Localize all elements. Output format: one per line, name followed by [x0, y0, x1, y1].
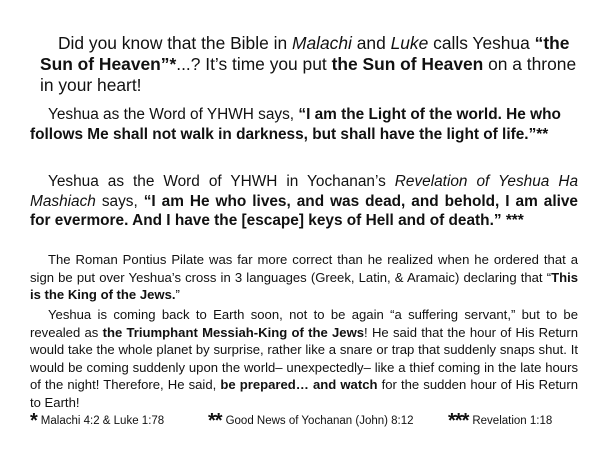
quote-light-of-world: “I am the Light of the world. He who follows Me shall not walk in darkness, but shall have the light of life.”**	[30, 106, 561, 143]
book-name-luke: Luke	[390, 33, 429, 53]
text-run: Yeshua is coming back to Earth soon, not to be again “a suffering servant,” but to be revealed as	[30, 307, 578, 340]
text-run: Yeshua as the Word of YHWH in Yochanan’s	[48, 173, 395, 190]
text-run: calls Yeshua	[428, 33, 535, 53]
paragraph-pilate	[30, 251, 578, 304]
quote-keys-of-hell: “I am He who lives, and was dead, and behold, I am alive for evermore. And I have the [escape] keys of Hell and of death.” ***	[30, 192, 578, 229]
footnotes	[30, 410, 590, 440]
emphasis-sun-of-heaven: “the Sun of Heaven”*	[40, 33, 570, 74]
footnote-text: Malachi 4:2 & Luke 1:78	[40, 415, 165, 427]
emphasis-sun-of-heaven: the Sun of Heaven	[331, 54, 484, 74]
footnote-1	[30, 410, 164, 433]
footnote-text: Revelation 1:18	[472, 415, 553, 427]
footnote-mark: ***	[448, 410, 469, 432]
paragraph-light-of-world	[30, 105, 578, 144]
book-name-malachi: Malachi	[291, 33, 352, 53]
paragraph-return	[30, 306, 578, 411]
text-run: ! He said that the hour of His Return would take the whole planet by surprise, rather like a snare or trap that suddenly snaps shut. It would be coming suddenly upon the world– unexpectedly– like a thief coming in the late hours of the night! Therefore, He said,	[30, 324, 578, 392]
text-run: Yeshua as the Word of YHWH says,	[48, 106, 299, 123]
text-run: and	[351, 33, 391, 53]
text-run: ...? It’s time you put	[176, 54, 332, 74]
footnote-3	[448, 410, 552, 433]
text-run: The Roman Pontius Pilate was far more correct than he realized when he ordered that a sign be put over Yeshua’s cross in 3 languages (Greek, Latin, & Aramaic) declaring that “	[30, 252, 578, 285]
emphasis-king-of-jews: This is the King of the Jews.	[30, 269, 578, 302]
footnote-2	[208, 410, 414, 433]
emphasis-messiah-king: the Triumphant Messiah-King of the Jews	[102, 324, 365, 340]
paragraph-revelation	[30, 172, 578, 231]
footnote-mark: **	[208, 410, 222, 432]
emphasis-be-prepared: be prepared… and watch	[220, 377, 378, 392]
text-run: ”	[175, 287, 180, 302]
text-run: on a throne in your heart!	[40, 54, 577, 95]
paragraph-intro	[40, 33, 580, 96]
footnote-mark: *	[30, 410, 37, 432]
text-run: says,	[95, 192, 144, 210]
footnote-text: Good News of Yochanan (John) 8:12	[225, 415, 414, 427]
book-name-revelation: Revelation of Yeshua Ha Mashiach	[30, 173, 578, 210]
text-run: Did you know that the Bible in	[58, 33, 292, 53]
text-run: for the sudden hour of His Return to Earth!	[30, 377, 578, 410]
